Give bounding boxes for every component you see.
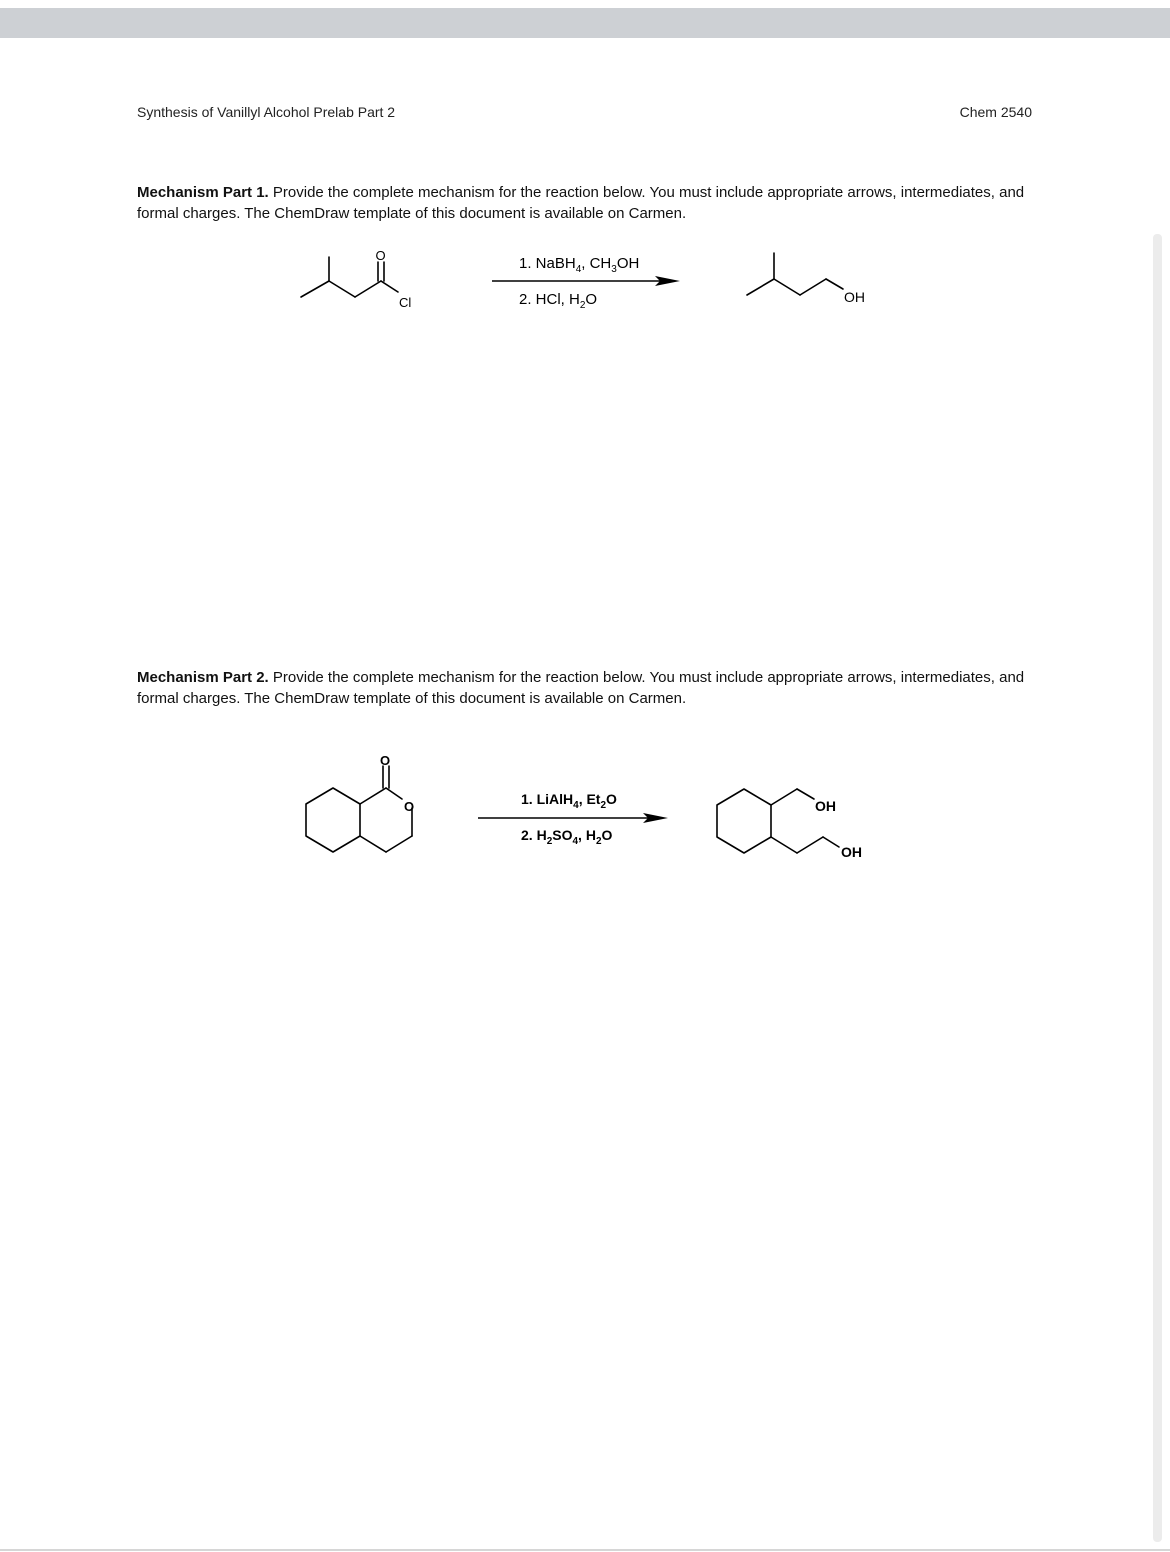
part2-reagent-step2: 2. $H_2SO_4$, $H_2O$	[521, 827, 613, 847]
part1-reaction-arrow	[492, 276, 680, 286]
part1-reagent-step2: 2. HCl, $H_2O$	[519, 291, 598, 311]
part1-reactant-structure	[301, 257, 398, 297]
part1-product-hydroxyl-label: OH	[844, 289, 865, 305]
part2-text: Provide the complete mechanism for the reaction below. You must include appropriate arrows, intermediates, and formal charges. The ChemDraw template of this document is available on Carmen.	[137, 669, 1025, 707]
part2-heading: Mechanism Part 2.	[137, 669, 269, 686]
part2-reagent-step1: 1. LiAlH$_4$, $Et_2O$	[521, 791, 617, 811]
part2-reactant-carbonyl-oxygen-label: O	[380, 753, 391, 768]
part2-reaction-scheme	[0, 745, 1170, 875]
part2-product-hydroxyl-bottom-label: OH	[841, 844, 862, 860]
part1-text: Provide the complete mechanism for the reaction below. You must include appropriate arrows, intermediates, and formal charges. The ChemDraw template of this document is available on Carmen.	[137, 184, 1025, 222]
document-title: Synthesis of Vanillyl Alcohol Prelab Part 2	[137, 104, 396, 120]
part1-reagent-step1: 1. NaBH$_4$, $CH_3OH$	[519, 255, 640, 275]
page-bottom-divider	[0, 1549, 1170, 1551]
part2-instructions	[137, 667, 1037, 709]
part1-reaction-scheme	[0, 240, 1170, 330]
part2-reactant-ring-oxygen-label: O	[404, 799, 415, 814]
viewer-toolbar	[0, 8, 1170, 38]
course-label: Chem 2540	[959, 104, 1032, 120]
part1-reactant-oxygen-label: O	[375, 248, 386, 263]
part1-instructions	[137, 182, 1037, 224]
part1-reactant-chlorine-label: Cl	[399, 295, 412, 310]
part2-product-hydroxyl-top-label: OH	[815, 798, 836, 814]
part1-product-structure	[747, 253, 843, 295]
part2-reactant-structure	[306, 766, 415, 852]
scrollbar[interactable]	[1153, 234, 1162, 1542]
part2-reaction-arrow	[478, 813, 668, 823]
part1-heading: Mechanism Part 1.	[137, 184, 269, 201]
